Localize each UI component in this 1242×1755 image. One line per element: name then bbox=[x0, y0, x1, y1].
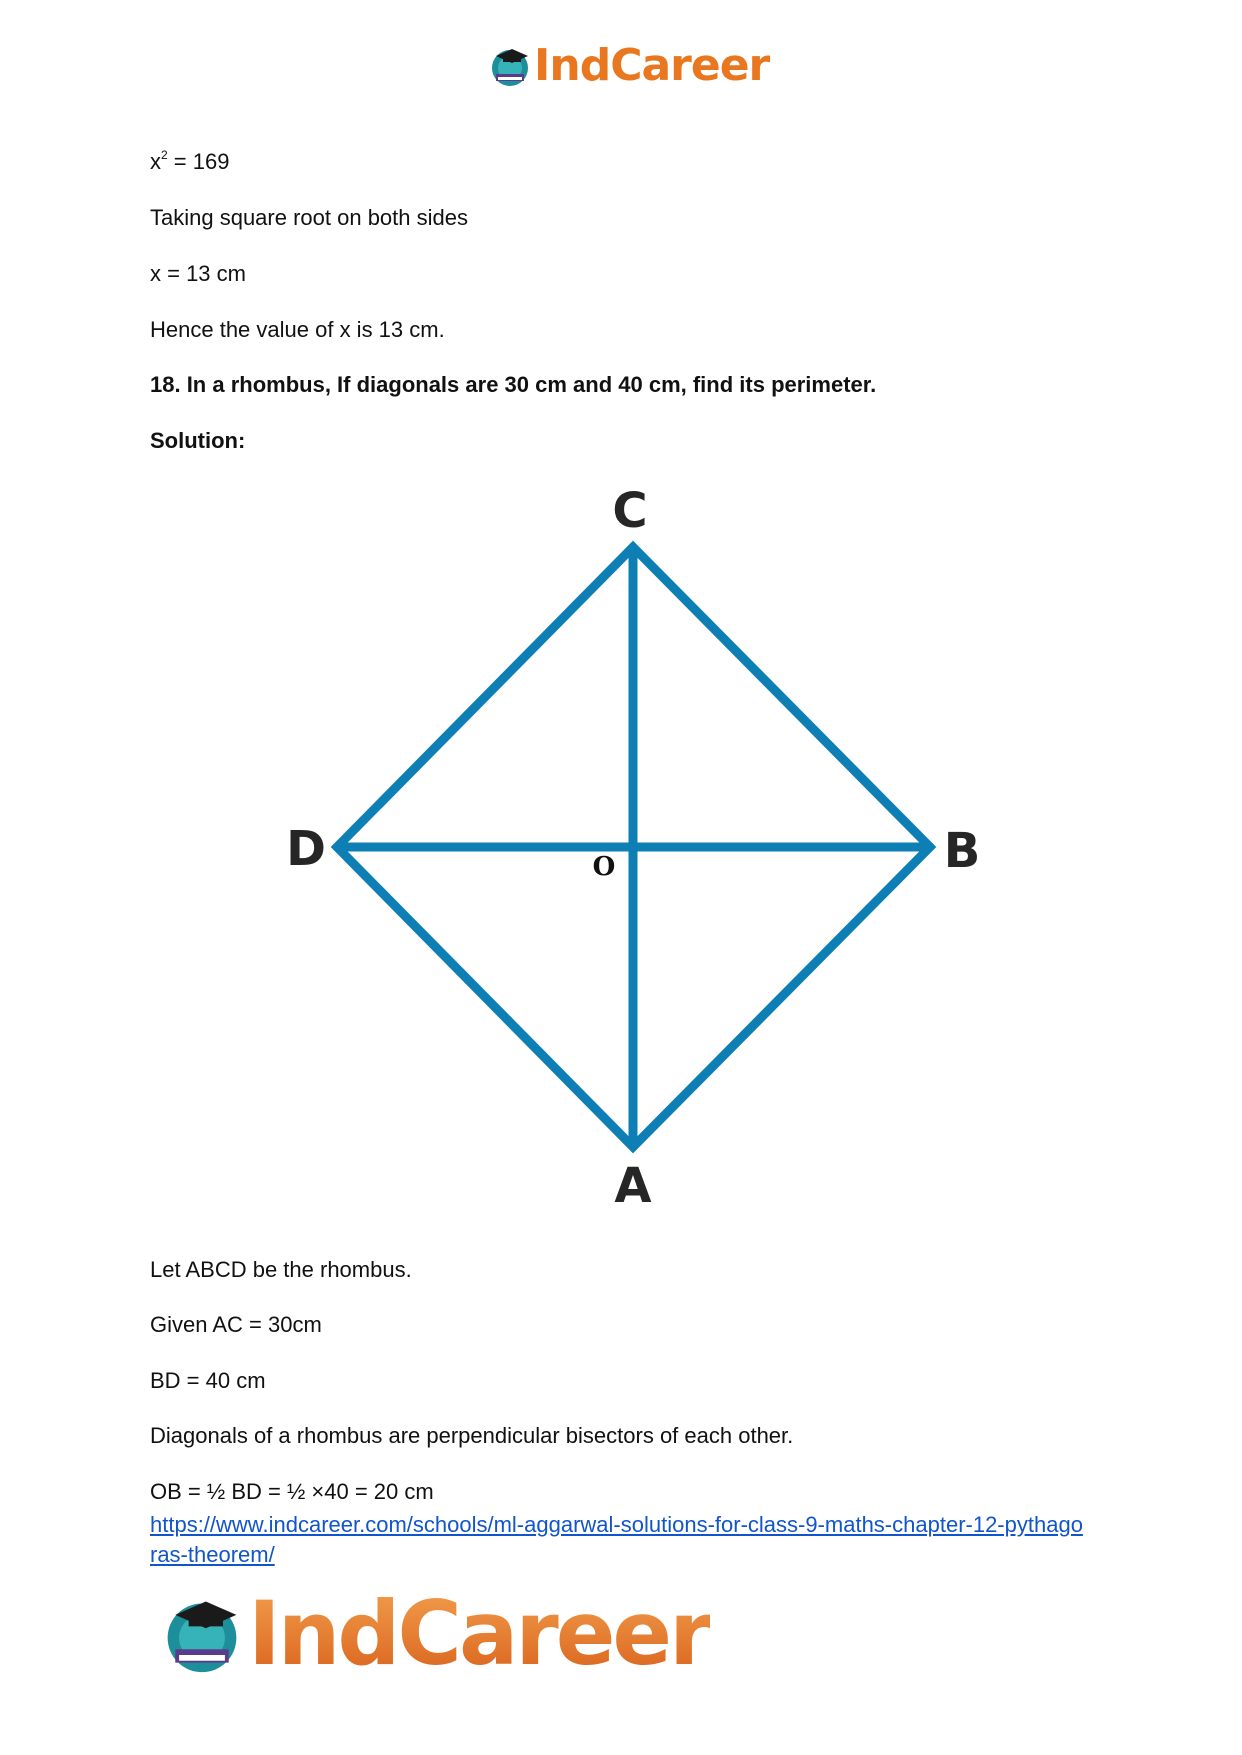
question-18: 18. In a rhombus, If diagonals are 30 cm and 40 cm, find its perimeter. bbox=[150, 372, 877, 397]
source-url-link[interactable]: https://www.indcareer.com/schools/ml-aggarwal-solutions-for-class-9-maths-chapter-12-pythagoras-theorem/ bbox=[150, 1512, 1083, 1567]
vertex-b-label: B bbox=[943, 823, 981, 879]
conclusion: Hence the value of x is 13 cm. bbox=[150, 317, 445, 342]
ob-calculation: OB = ½ BD = ½ ×40 = 20 cm bbox=[150, 1479, 434, 1504]
graduation-globe-icon bbox=[160, 1592, 244, 1676]
result-x: x = 13 cm bbox=[150, 261, 246, 286]
brand-logo-header bbox=[488, 40, 769, 91]
diagonal-property: Diagonals of a rhombus are perpendicular bisectors of each other. bbox=[150, 1423, 794, 1448]
brand-logo-footer bbox=[160, 1582, 710, 1685]
graduation-globe-icon bbox=[488, 44, 532, 88]
vertex-a-label: A bbox=[614, 1158, 652, 1214]
center-o-label: O bbox=[592, 852, 616, 882]
let-rhombus: Let ABCD be the rhombus. bbox=[150, 1257, 412, 1282]
given-ac: Given AC = 30cm bbox=[150, 1312, 322, 1337]
vertex-c-label: C bbox=[612, 483, 648, 539]
solution-label: Solution: bbox=[150, 428, 246, 453]
vertex-d-label: D bbox=[286, 821, 326, 877]
given-bd: BD = 40 cm bbox=[150, 1368, 266, 1393]
equation-x-squared: $x^2 = 169$ bbox=[150, 148, 230, 174]
step-square-root: Taking square root on both sides bbox=[150, 205, 468, 230]
footer-brand-name: IndCareer bbox=[248, 1582, 710, 1685]
rhombus-diagram bbox=[260, 470, 1000, 1230]
brand-name: IndCareer bbox=[534, 40, 770, 91]
